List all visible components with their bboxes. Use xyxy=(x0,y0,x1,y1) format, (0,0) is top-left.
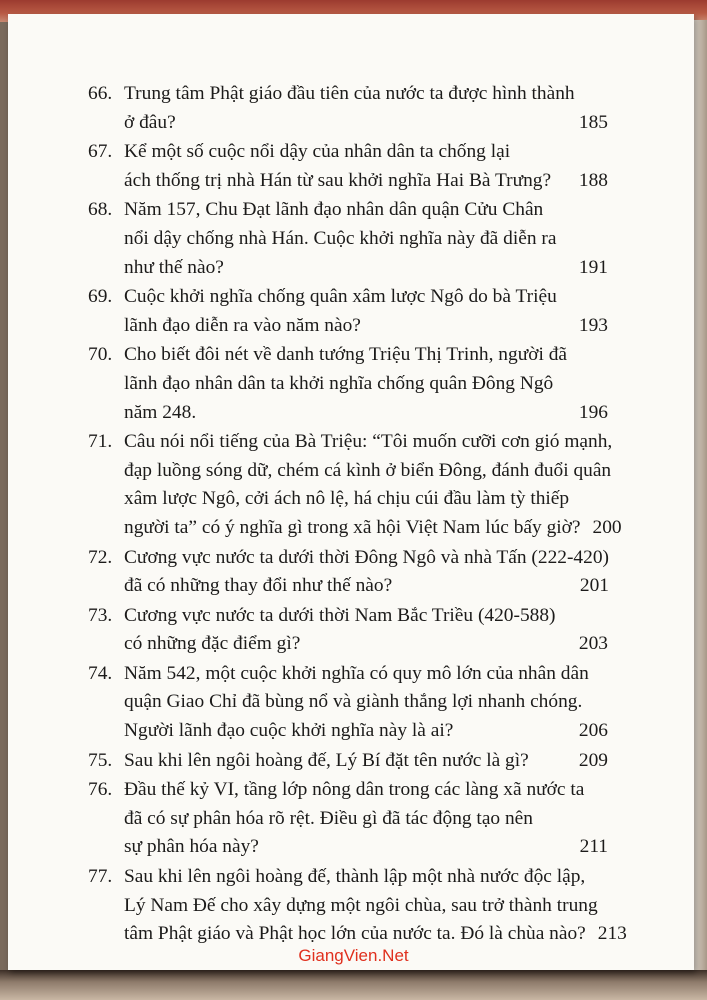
entry-line: Cương vực nước ta dưới thời Nam Bắc Triều (420-588) xyxy=(124,604,556,626)
entry-text xyxy=(124,341,608,427)
entry-last-line xyxy=(124,109,608,138)
toc-entry xyxy=(88,80,608,137)
entry-page-number: 209 xyxy=(578,749,608,771)
toc-entry xyxy=(88,602,608,659)
entry-number: 77. xyxy=(88,866,113,888)
entry-last-line xyxy=(124,399,608,428)
toc-entry xyxy=(88,196,608,282)
table-of-contents xyxy=(88,80,627,950)
book-bottom-edge xyxy=(0,970,707,1000)
toc-entry xyxy=(88,138,608,195)
entry-text xyxy=(124,776,608,862)
entry-number: 74. xyxy=(88,662,113,684)
entry-page-number: 206 xyxy=(578,720,608,742)
entry-line: lãnh đạo nhân dân ta khởi nghĩa chống quân Đông Ngô xyxy=(124,372,554,394)
entry-text xyxy=(124,283,608,340)
toc-entry xyxy=(88,341,608,427)
entry-line: nổi dậy chống nhà Hán. Cuộc khởi nghĩa này đã diễn ra xyxy=(124,227,557,249)
entry-text xyxy=(124,196,608,282)
entry-line: Người lãnh đạo cuộc khởi nghĩa này là ai? xyxy=(124,720,454,742)
entry-line: Cuộc khởi nghĩa chống quân xâm lược Ngô do bà Triệu xyxy=(124,286,557,308)
toc-entry xyxy=(88,863,627,949)
entry-line: tâm Phật giáo và Phật học lớn của nước ta. Đó là chùa nào? xyxy=(124,923,586,945)
entry-text xyxy=(124,747,608,776)
entry-page-number: 185 xyxy=(578,111,608,133)
entry-line: Câu nói nổi tiếng của Bà Triệu: “Tôi muốn cưỡi cơn gió mạnh, xyxy=(124,431,613,453)
entry-number: 75. xyxy=(88,749,113,771)
entry-line: Cương vực nước ta dưới thời Đông Ngô và nhà Tấn (222-420) xyxy=(124,546,609,568)
entry-text xyxy=(124,428,622,542)
entry-page-number: 191 xyxy=(578,256,608,278)
entry-last-line xyxy=(124,833,608,862)
entry-line: Trung tâm Phật giáo đầu tiên của nước ta được hình thành xyxy=(124,83,575,104)
entry-last-line xyxy=(124,167,608,196)
entry-number: 69. xyxy=(88,286,113,308)
entry-page-number: 200 xyxy=(592,516,622,538)
entry-line: Năm 542, một cuộc khởi nghĩa có quy mô lớn của nhân dân xyxy=(124,662,589,684)
entry-page-number: 193 xyxy=(578,314,608,336)
entry-last-line xyxy=(124,747,608,776)
entry-line: ách thống trị nhà Hán từ sau khởi nghĩa Hai Bà Trưng? xyxy=(124,169,552,191)
entry-line: đã có sự phân hóa rõ rệt. Điều gì đã tác động tạo nên xyxy=(124,807,533,829)
entry-page-number: 196 xyxy=(578,401,608,423)
entry-page-number: 211 xyxy=(579,836,608,858)
entry-line: Năm 157, Chu Đạt lãnh đạo nhân dân quận Cửu Chân xyxy=(124,199,544,221)
entry-line: năm 248. xyxy=(124,401,197,423)
entry-line: như thế nào? xyxy=(124,256,224,278)
entry-last-line xyxy=(124,312,608,341)
entry-line: Sau khi lên ngôi hoàng đế, thành lập một nhà nước độc lập, xyxy=(124,866,586,888)
entry-number: 76. xyxy=(88,779,113,801)
entry-line: người ta” có ý nghĩa gì trong xã hội Việt Nam lúc bấy giờ? xyxy=(124,516,581,538)
entry-line: đã có những thay đổi như thế nào? xyxy=(124,575,393,597)
entry-number: 72. xyxy=(88,546,113,568)
entry-text xyxy=(124,660,608,746)
toc-entry xyxy=(88,428,622,542)
entry-number: 71. xyxy=(88,431,113,453)
entry-line: Lý Nam Đế cho xây dựng một ngôi chùa, sau trở thành trung xyxy=(124,894,598,916)
toc-entry xyxy=(88,544,608,601)
entry-page-number: 203 xyxy=(578,633,608,655)
entry-page-number: 213 xyxy=(597,923,627,945)
entry-line: Cho biết đôi nét về danh tướng Triệu Thị Trinh, người đã xyxy=(124,344,568,366)
page-right-edge xyxy=(693,20,707,980)
entry-text xyxy=(124,544,609,601)
entry-last-line xyxy=(124,572,609,601)
entry-line: xâm lược Ngô, cởi ách nô lệ, há chịu cúi đầu làm tỳ thiếp xyxy=(124,488,570,510)
entry-line: ở đâu? xyxy=(124,111,176,133)
watermark-footer: GiangVien.Net xyxy=(298,946,409,965)
entry-number: 68. xyxy=(88,199,113,221)
entry-line: Sau khi lên ngôi hoàng đế, Lý Bí đặt tên nước là gì? xyxy=(124,749,529,771)
entry-last-line xyxy=(124,630,608,659)
entry-line: sự phân hóa này? xyxy=(124,836,259,858)
entry-line: đạp luồng sóng dữ, chém cá kình ở biển Đông, đánh đuổi quân xyxy=(124,459,612,481)
entry-number: 73. xyxy=(88,604,113,626)
entry-last-line xyxy=(124,514,622,543)
entry-number: 67. xyxy=(88,141,113,163)
entry-line: Kể một số cuộc nổi dậy của nhân dân ta chống lại xyxy=(124,141,511,163)
entry-line: lãnh đạo diễn ra vào năm nào? xyxy=(124,314,361,336)
toc-entry xyxy=(88,283,608,340)
entry-text xyxy=(124,80,608,137)
toc-entry xyxy=(88,747,608,776)
toc-entry xyxy=(88,776,608,862)
entry-number: 70. xyxy=(88,344,113,366)
entry-line: có những đặc điểm gì? xyxy=(124,633,301,655)
entry-line: quận Giao Chỉ đã bùng nổ và giành thắng lợi nhanh chóng. xyxy=(124,691,583,713)
entry-page-number: 188 xyxy=(578,169,608,191)
entry-page-number: 201 xyxy=(579,575,609,597)
entry-text xyxy=(124,863,627,949)
entry-last-line xyxy=(124,717,608,746)
toc-entry xyxy=(88,660,608,746)
entry-text xyxy=(124,602,608,659)
entry-last-line xyxy=(124,254,608,283)
entry-text xyxy=(124,138,608,195)
entry-last-line xyxy=(124,920,627,949)
entry-line: Đầu thế kỷ VI, tầng lớp nông dân trong các làng xã nước ta xyxy=(124,779,585,801)
entry-number: 66. xyxy=(88,83,113,104)
